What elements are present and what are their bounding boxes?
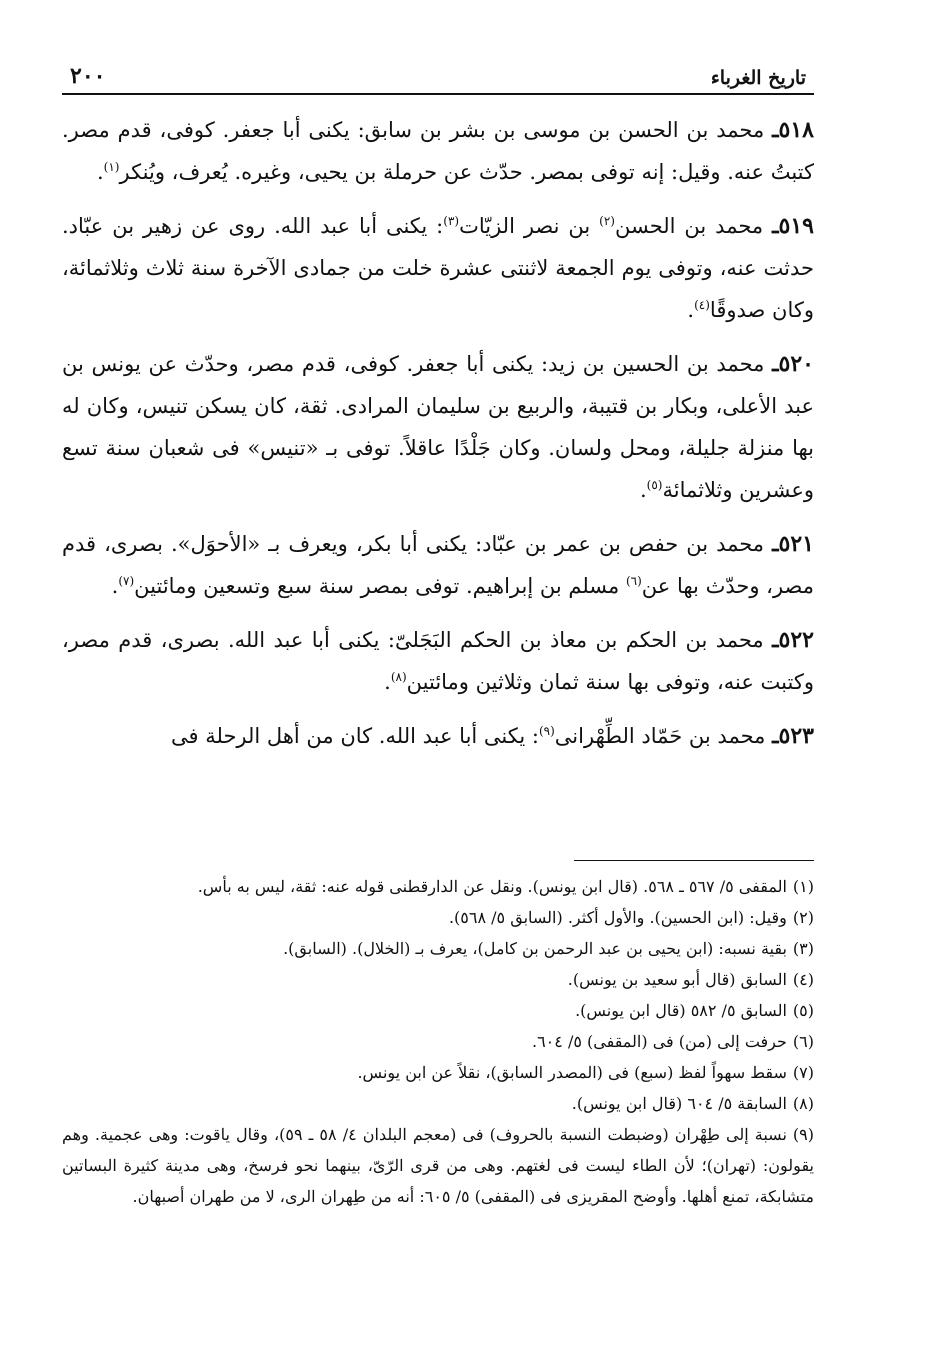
footnote-text: سقط سهواً لفظ (سبع) فى (المصدر السابق)، نقلاً عن ابن يونس. (357, 1063, 787, 1082)
footnote-text: السابقة ٥/ ٦٠٤ (قال ابن يونس). (571, 1094, 787, 1113)
footnote-ref[interactable]: (٩) (538, 724, 555, 738)
entry-text: محمد بن حفص بن عمر بن عبّاد: يكنى أبا بكر، ويعرف بـ «الأحوَل». بصرى، قدم مصر، وحدّث بها عن (62, 532, 814, 598)
footnote-1 (62, 871, 814, 902)
footnote-8 (62, 1088, 814, 1119)
entry-text: محمد بن حَمّاد الطِّهْرانى (554, 724, 766, 748)
running-title: تاريخ الغرباء (710, 67, 806, 89)
footnote-ref[interactable]: (٤) (694, 298, 710, 312)
footnote-number: (١) (792, 877, 814, 896)
footnote-ref[interactable]: (٥) (646, 478, 663, 492)
footnote-number: (٦) (792, 1032, 814, 1051)
footnote-number: (٩) (792, 1125, 815, 1144)
entry-number: ٥١٨ـ (772, 117, 814, 143)
entry-text: محمد بن الحكم بن معاذ بن الحكم البَجَلىّ: يكنى أبا عبد الله. بصرى، قدم مصر، وكتبت عنه، وتوفى بها سنة ثمان وثلاثين ومائتين (62, 628, 814, 694)
entry-520 (62, 343, 814, 511)
footnote-3 (62, 933, 814, 964)
entry-518 (62, 109, 814, 193)
footnotes-section (62, 860, 814, 1212)
footnote-ref[interactable]: (٨) (390, 670, 407, 684)
entry-text: بن نصر الزيّات (459, 214, 600, 238)
footnote-text: نسبة إلى طِهْران (وضبطت النسبة بالحروف) فى (معجم البلدان ٤/ ٥٨ ـ ٥٩)، وقال ياقوت: وهى عجمية. وهم يقولون: (تهران)؛ لأن الطاء ليست فى لغتهم. وهى من قرى الرّىّ، بينهما نحو فرسخ، وهى مدينة كثيرة البساتين متشابكة، تمنع أهلها. وأوضح المقريزى فى (المقفى) ٥/ ٦٠٥: أنه من طِهران الرى، لا من طهران أصبهان. (62, 1125, 814, 1206)
footnote-ref[interactable]: (١) (103, 160, 120, 174)
entry-tail: . (96, 160, 104, 184)
entry-text: مسلم بن إبراهيم. توفى بمصر سنة سبع وتسعين ومائتين (134, 574, 626, 598)
entry-tail: . (384, 670, 391, 694)
entry-tail: . (687, 298, 695, 322)
entry-text: محمد بن الحسين بن زيد: يكنى أبا جعفر. كوفى، قدم مصر، وحدّث عن يونس بن عبد الأعلى، وبكار بن قتيبة، والربيع بن سليمان المرادى. ثقة، كان يسكن تنيس، وكان له بها منزلة جليلة، ومحل ولسان. وكان جَلْدًا عاقلاً. توفى بـ «تنيس» فى شعبان سنة تسع وعشرين وثلاثمائة (62, 352, 814, 502)
footnote-number: (٤) (792, 970, 814, 989)
footnote-text: المقفى ٥/ ٥٦٧ ـ ٥٦٨. (قال ابن يونس). ونقل عن الدارقطنى قوله عنه: ثقة، ليس به بأس. (197, 877, 787, 896)
entry-number: ٥٢١ـ (772, 531, 814, 557)
entry-number: ٥٢٢ـ (772, 627, 814, 653)
footnote-4 (62, 964, 814, 995)
entry-text: محمد بن الحسن بن موسى بن بشر بن سابق: يكنى أبا جعفر. كوفى، قدم مصر. كتبتُ عنه. وقيل: إنه توفى بمصر. حدّث عن حرملة بن يحيى، وغيره. يُعرف، ويُنكر (62, 118, 814, 184)
footnote-text: وقيل: (ابن الحسين). والأول أكثر. (السابق ٥/ ٥٦٨). (448, 908, 787, 927)
footnote-text: السابق ٥/ ٥٨٢ (قال ابن يونس). (575, 1001, 787, 1020)
entry-number: ٥٢٠ـ (772, 351, 814, 377)
page-number: ٢٠٠ (70, 63, 106, 89)
footnote-9 (62, 1119, 814, 1212)
footnote-text: حرفت إلى (من) فى (المقفى) ٥/ ٦٠٤. (531, 1032, 787, 1051)
footnote-text: السابق (قال أبو سعيد بن يونس). (567, 970, 787, 989)
footnote-ref[interactable]: (٧) (118, 574, 135, 588)
entry-522 (62, 619, 814, 703)
document-page (62, 55, 815, 1206)
footnote-number: (٧) (792, 1063, 814, 1082)
footnote-ref[interactable]: (٣) (443, 214, 460, 228)
entry-text: : يكنى أبا عبد الله. كان من أهل الرحلة فى (171, 724, 539, 748)
footnote-divider (574, 860, 814, 861)
entry-521 (62, 523, 814, 607)
page-header (62, 55, 814, 95)
footnote-number: (٣) (792, 939, 814, 958)
footnote-ref[interactable]: (٢) (599, 214, 615, 228)
entry-text: محمد بن الحسن (614, 214, 764, 238)
entry-number: ٥١٩ـ (772, 213, 814, 239)
entry-tail: . (111, 574, 119, 598)
footnote-text: بقية نسبه: (ابن يحيى بن عبد الرحمن بن كامل)، يعرف بـ (الخلال). (السابق). (283, 939, 787, 958)
entry-tail: . (639, 478, 647, 502)
footnote-7 (62, 1057, 814, 1088)
footnote-6 (62, 1026, 814, 1057)
entry-519 (62, 205, 814, 331)
footnote-number: (٢) (792, 908, 814, 927)
entry-number: ٥٢٣ـ (772, 723, 814, 749)
footnote-ref[interactable]: (٦) (625, 574, 642, 588)
entries-list (62, 109, 814, 757)
footnote-5 (62, 995, 814, 1026)
entry-text: : يكنى أبا عبد الله. روى عن زهير بن عبّاد. حدثت عنه، وتوفى يوم الجمعة لاثنتى عشرة خلت من جمادى الآخرة سنة ثلاث وثلاثمائة، وكان صدوقًا (62, 214, 814, 322)
footnote-number: (٥) (792, 1001, 814, 1020)
footnote-2 (62, 902, 814, 933)
entry-523 (62, 715, 814, 757)
footnote-number: (٨) (792, 1094, 814, 1113)
